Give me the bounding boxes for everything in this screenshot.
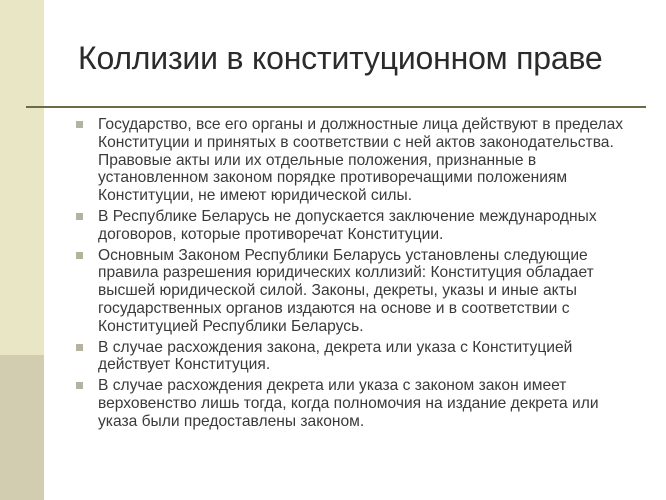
bullet-list	[76, 116, 636, 434]
square-bullet-icon	[76, 121, 83, 128]
bullet-text: В случае расхождения декрета или указа с законом закон имеет верховенство лишь тогда, когда полномочия на издание декрета или указа были предоставлены законом.	[98, 377, 599, 430]
title-divider	[26, 106, 646, 108]
square-bullet-icon	[76, 344, 83, 351]
square-bullet-icon	[76, 382, 83, 389]
bullet-item	[76, 208, 636, 244]
bullet-item	[76, 339, 636, 375]
slide-title: Коллизии в конституционном праве	[78, 40, 603, 76]
bullet-item	[76, 116, 636, 205]
bullet-text: В Республике Беларусь не допускается заключение международных договоров, которые противоречат Конституции.	[98, 207, 597, 243]
bullet-item	[76, 377, 636, 430]
bullet-text: В случае расхождения закона, декрета или указа с Конституцией действует Конституция.	[98, 338, 573, 374]
bullet-text: Государство, все его органы и должностные лица действуют в пределах Конституции и принятых в соответствии с ней актов законодательства. Правовые акты или их отдельные положения, признанные в установленном законом порядке противоречащими положениям Конституции, не имеют юридической силы.	[98, 116, 624, 205]
left-accent-bar-bottom	[0, 355, 44, 500]
square-bullet-icon	[76, 213, 83, 220]
bullet-text: Основным Законом Республики Беларусь установлены следующие правила разрешения юридических коллизий: Конституция обладает высшей юридической силой. Законы, декреты, указы и иные акты государственных органов издаются на основе и в соответствии с Конституцией Республики Беларусь.	[98, 246, 594, 335]
bullet-item	[76, 247, 636, 336]
square-bullet-icon	[76, 252, 83, 259]
